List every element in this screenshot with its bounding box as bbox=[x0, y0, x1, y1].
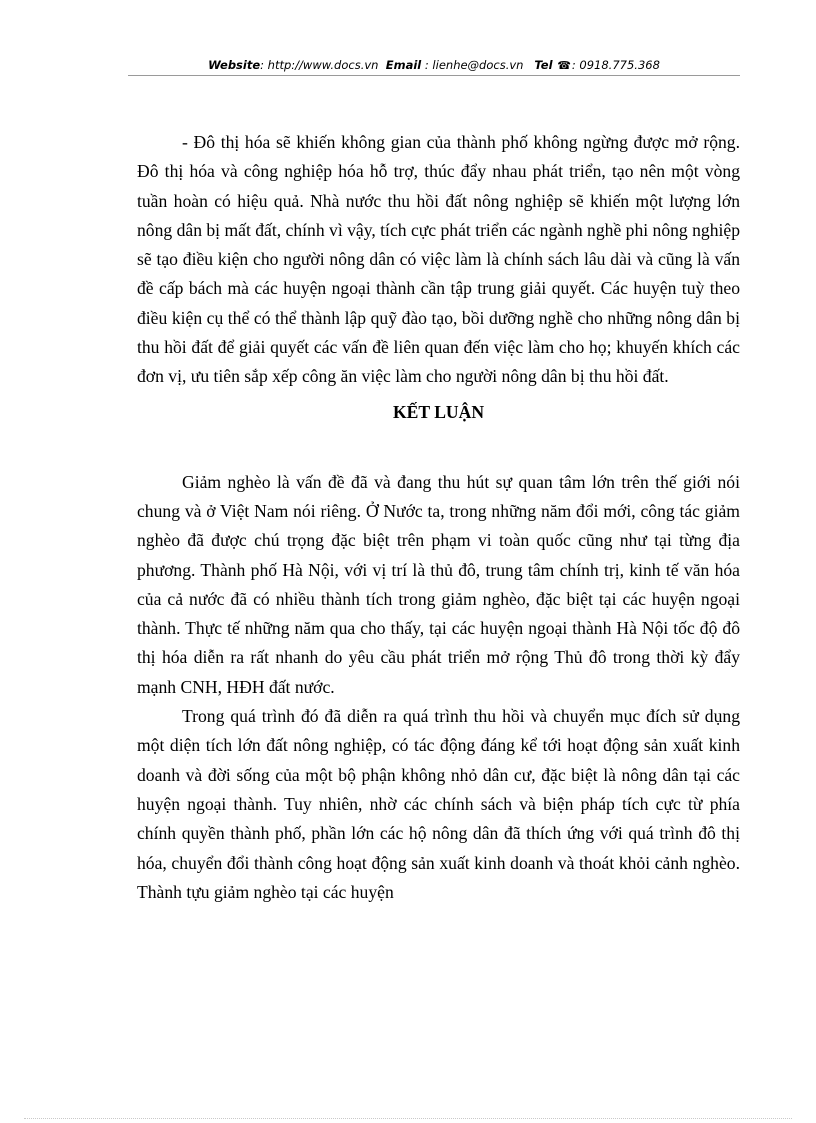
email-label: Email bbox=[385, 58, 422, 72]
website-label: Website bbox=[208, 58, 261, 72]
tel-number: : 0918.775.368 bbox=[571, 58, 660, 72]
document-body bbox=[137, 128, 740, 907]
paragraph-conclusion-2: Trong quá trình đó đã diễn ra quá trình thu hồi và chuyển mục đích sử dụng một diện tích lớn đất nông nghiệp, có tác động đáng kể tới hoạt động sản xuất kinh doanh và đời sống của một bộ phận không nhỏ dân cư, đặc biệt là nông dân tại các huyện ngoại thành. Tuy nhiên, nhờ các chính sách và biện pháp tích cực từ phía chính quyền thành phố, phần lớn các hộ nông dân đã thích ứng với quá trình đô thị hóa, chuyển đổi thành công hoạt động sản xuất kinh doanh và thoát khỏi cảnh nghèo. Thành tựu giảm nghèo tại các huyện bbox=[137, 706, 740, 902]
footer-divider bbox=[24, 1118, 792, 1119]
page-header bbox=[128, 56, 740, 74]
phone-icon: ☎ bbox=[557, 59, 571, 72]
conclusion-heading: KẾT LUẬN bbox=[392, 401, 485, 422]
section-spacer bbox=[137, 432, 740, 468]
email-link[interactable]: : lienhe@docs.vn bbox=[421, 58, 524, 72]
tel-label: Tel bbox=[534, 58, 553, 72]
paragraph-conclusion-1: Giảm nghèo là vấn đề đã và đang thu hút sự quan tâm lớn trên thế giới nói chung và ở Việt Nam nói riêng. Ở Nước ta, trong những năm đổi mới, công tác giảm nghèo đã được chú trọng đặc biệt trên phạm vi toàn quốc cũng như tại từng địa phương. Thành phố Hà Nội, với vị trí là thủ đô, trung tâm chính trị, kinh tế văn hóa của cả nước đã có nhiều thành tích trong giảm nghèo, đặc biệt tại các huyện ngoại thành. Thực tế những năm qua cho thấy, tại các huyện ngoại thành Hà Nội tốc độ đô thị hóa diễn ra rất nhanh do yêu cầu phát triển mở rộng Thủ đô trong thời kỳ đẩy mạnh CNH, HĐH đất nước. bbox=[137, 471, 740, 697]
header-divider bbox=[128, 75, 740, 76]
paragraph-urbanization: - Đô thị hóa sẽ khiến không gian của thành phố không ngừng được mở rộng. Đô thị hóa và công nghiệp hóa hỗ trợ, thúc đẩy nhau phát triển, tạo nên một vòng tuần hoàn có hiệu quả. Nhà nước thu hồi đất nông nghiệp sẽ khiến một lượng lớn nông dân bị mất đất, chính vì vậy, tích cực phát triển các ngành nghề phi nông nghiệp sẽ tạo điều kiện cho người nông dân có việc làm là chính sách lâu dài và cũng là vấn đề cấp bách mà các huyện ngoại thành cần tập trung giải quyết. Các huyện tuỳ theo điều kiện cụ thể có thể thành lập quỹ đào tạo, bồi dưỡng nghề cho những nông dân bị thu hồi đất để giải quyết các vấn đề liên quan đến việc làm cho họ; khuyến khích các đơn vị, ưu tiên sắp xếp công ăn việc làm cho người nông dân bị thu hồi đất. bbox=[137, 132, 740, 387]
website-link[interactable]: : http://www.docs.vn bbox=[260, 58, 379, 72]
